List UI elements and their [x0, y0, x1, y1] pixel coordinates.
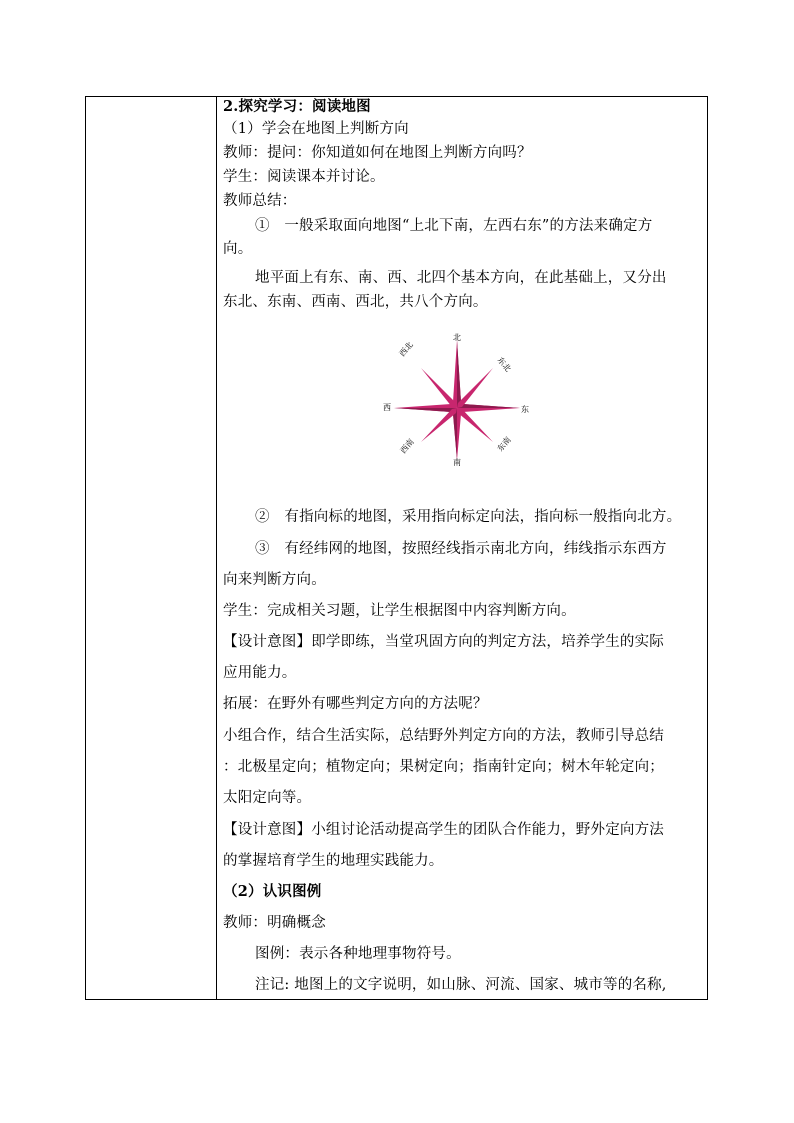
compass-label-west: 西: [383, 403, 391, 412]
student-read: 学生：阅读课本并讨论。: [223, 169, 385, 185]
compass-label-northwest: 西北: [397, 340, 415, 359]
student-exercise: 学生：完成相关习题，让学生根据图中内容判断方向。: [223, 603, 576, 619]
design-intent2-line1: 【设计意图】小组讨论活动提高学生的团队合作能力，野外定向方法: [223, 822, 664, 838]
teacher-question: 教师：提问：你知道如何在地图上判断方向吗？: [223, 145, 532, 161]
group-work-line3: 太阳定向等。: [223, 790, 312, 806]
compass-label-southeast: 东南: [495, 435, 513, 454]
compass-label-southwest: 西南: [398, 437, 416, 456]
compass-label-south: 南: [453, 458, 461, 467]
left-column-cell: [86, 97, 217, 999]
compass-label-north: 北: [453, 333, 461, 342]
extension-question: 拓展：在野外有哪些判定方向的方法呢？: [223, 696, 488, 712]
subsection-legend: （2）认识图例: [223, 883, 322, 900]
teacher-summary-label: 教师总结：: [223, 193, 297, 209]
group-work-line1: 小组合作，结合生活实际，总结野外判定方向的方法，教师引导总结: [223, 728, 664, 744]
section-title: 2.探究学习：阅读地图: [223, 98, 371, 115]
compass-rose-figure: [380, 330, 535, 467]
compass-label-east: 东: [521, 405, 529, 414]
design-intent1-line2: 应用能力。: [223, 665, 297, 681]
directions-line2: 东北、东南、西南、西北，共八个方向。: [223, 294, 488, 310]
teacher-concept: 教师：明确概念: [223, 915, 326, 931]
legend-definition: 图例：表示各种地理事物符号。: [255, 946, 461, 962]
design-intent2-line2: 的掌握培育学生的地理实践能力。: [223, 853, 444, 869]
method2-line: ② 有指向标的地图，采用指向标定向法，指向标一般指向北方。: [255, 509, 682, 525]
notes-definition: 注记: 地图上的文字说明，如山脉、河流、国家、城市等的名称,: [255, 977, 667, 993]
lesson-table: [85, 96, 708, 1000]
subsection-direction: （1）学会在地图上判断方向: [223, 121, 409, 137]
content-cell: [217, 97, 707, 999]
design-intent1-line1: 【设计意图】即学即练，当堂巩固方向的判定方法，培养学生的实际: [223, 634, 664, 650]
method3-line2: 向来判断方向。: [223, 572, 326, 588]
method3-line1: ③ 有经纬网的地图，按照经线指示南北方向，纬线指示东西方: [255, 541, 667, 557]
method1-line1: ① 一般采取面向地图“上北下南，左西右东”的方法来确定方: [255, 218, 653, 234]
method1-line2: 向。: [223, 241, 253, 257]
directions-line1: 地平面上有东、南、西、北四个基本方向，在此基础上，又分出: [255, 270, 667, 286]
group-work-line2: ：北极星定向；植物定向；果树定向；指南针定向；树木年轮定向；: [223, 759, 664, 775]
compass-label-northeast: 东北: [495, 355, 513, 374]
